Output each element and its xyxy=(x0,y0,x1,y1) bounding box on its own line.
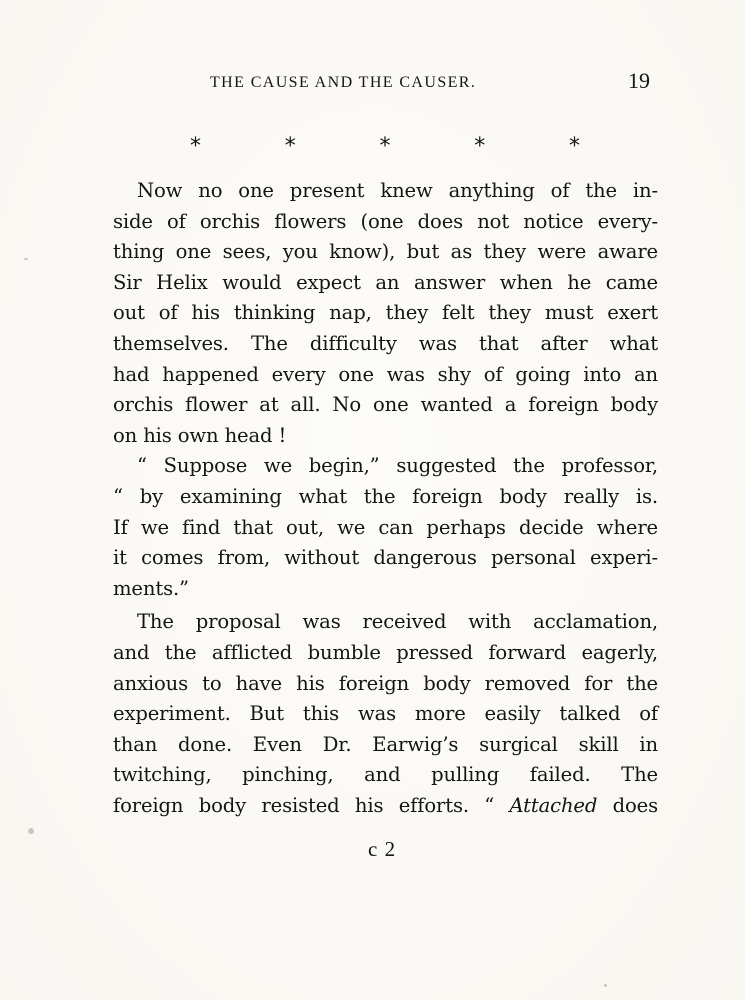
text-line: than done. Even Dr. Earwig’s surgical skill in xyxy=(113,732,658,756)
text-line: side of orchis flowers (one does not notice every- xyxy=(113,209,658,233)
text-line: experiment. But this was more easily talked of xyxy=(113,702,658,726)
paper-speck xyxy=(28,828,34,834)
page-number: 19 xyxy=(628,68,650,93)
running-header xyxy=(0,70,745,96)
page-footer xyxy=(0,834,745,864)
text-line: twitching, pinching, and pulling failed. The xyxy=(113,763,658,787)
text-line: ments.” xyxy=(113,576,189,600)
text-line: on his own head ! xyxy=(113,423,287,447)
text-line: had happened every one was shy of going into an xyxy=(113,362,658,386)
text-line: anxious to have his foreign body removed for the xyxy=(113,671,658,695)
signature-mark: c 2 xyxy=(368,837,397,861)
text-line: thing one sees, you know), but as they were aware xyxy=(113,240,658,264)
body-text xyxy=(113,176,658,821)
text-line: out of his thinking nap, they felt they must exert xyxy=(113,301,658,325)
text-line: themselves. The difficulty was that after what xyxy=(113,331,658,355)
running-title: THE CAUSE AND THE CAUSER. xyxy=(210,74,477,91)
text-line: Now no one present knew anything of the in- xyxy=(137,179,658,202)
text-line-final xyxy=(113,791,658,822)
section-break-asterisk: * xyxy=(190,134,201,159)
text-line: If we find that out, we can perhaps decide where xyxy=(113,515,658,539)
paper-speck xyxy=(604,984,607,987)
text-line: Sir Helix would expect an answer when he came xyxy=(113,270,658,294)
section-break-asterisk: * xyxy=(379,134,391,159)
final-line-start: foreign body resisted his efforts. “ xyxy=(113,793,510,817)
text-line: “ Suppose we begin,” suggested the professor, xyxy=(137,454,658,478)
final-line-end: does xyxy=(597,793,658,817)
text-line: it comes from, without dangerous personal experi- xyxy=(113,546,658,570)
text-line: and the afflicted bumble pressed forward eagerly, xyxy=(113,640,658,664)
paper-speck xyxy=(24,258,28,260)
section-break-asterisk: * xyxy=(569,134,580,159)
text-line: The proposal was received with acclamation, xyxy=(137,610,658,634)
text-line: orchis flower at all. No one wanted a foreign body xyxy=(113,393,658,417)
section-break xyxy=(190,132,580,162)
italic-word: Attached xyxy=(509,793,598,817)
section-break-asterisk: * xyxy=(284,134,296,159)
text-line: “ by examining what the foreign body really is. xyxy=(113,484,658,508)
section-break-asterisk: * xyxy=(474,134,486,159)
